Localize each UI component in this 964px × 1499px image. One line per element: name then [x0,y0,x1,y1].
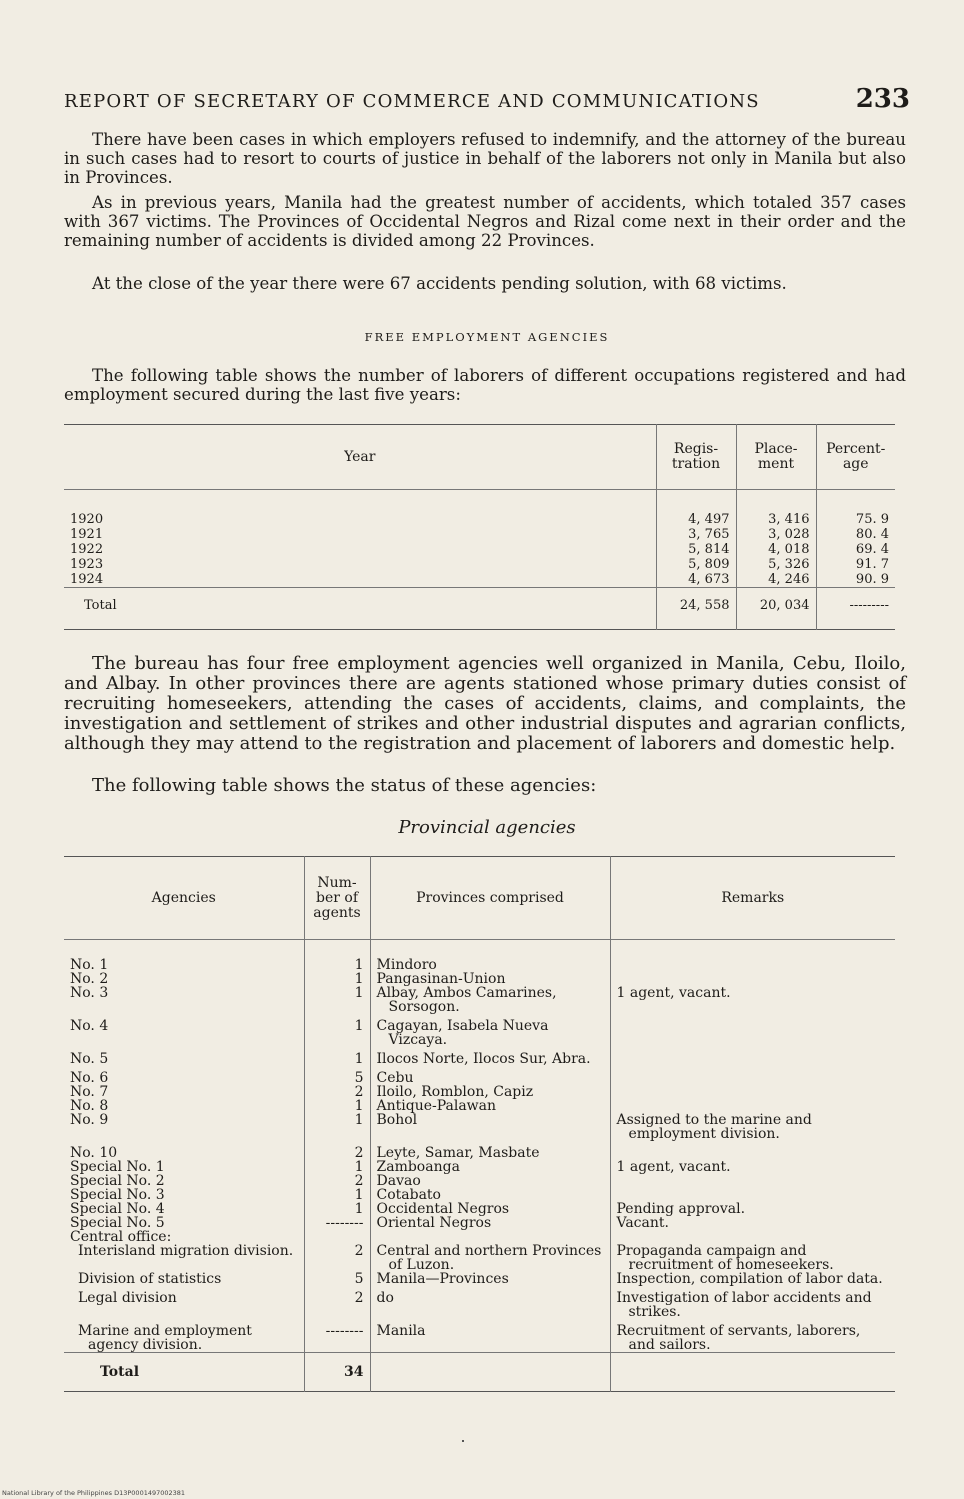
registration-cell: 5, 814 [656,542,736,557]
agents-cell: -------- [304,1319,370,1353]
paragraph-bureau: The bureau has four free employment agencies well organized in Manila, Cebu, Iloilo, and Albay. In other provinces there are agents stationed whose primary duties consist of recruiting homeseekers, attending the cases of accidents, claims, and complaints, the investigation and settlement of strikes and other industrial disputes and agrarian conflicts, although they may attend to the registration and placement of laborers and domestic help. [64,653,906,754]
remarks-cell [610,1085,895,1099]
agency-cell: Special No. 1 [70,1159,165,1175]
agencies-table-header [64,857,895,940]
agents-cell: 1 [304,986,370,1014]
table-row [64,1085,895,1099]
table-row [64,1319,895,1353]
provinces-cell: Iloilo, Romblon, Capiz [370,1085,610,1099]
remarks-cell: Investigation of labor accidents and strikes. [610,1286,895,1319]
provinces-cell: Manila—Provinces [370,1272,610,1286]
year-cell: 1923 [70,557,104,572]
registration-cell: 5, 809 [656,557,736,572]
agency-cell: No. 6 [70,1070,109,1086]
provincial-heading: Provincial agencies [398,817,576,838]
paragraph-indemnify: There have been cases in which employers refused to indemnify, and the attorney of the bureau in such cases had to resort to courts of justice in behalf of the laborers not only in Manila but also in Provinces. [64,130,906,187]
remarks-cell: Inspection, compilation of labor data. [610,1272,895,1286]
header-provinces: Provinces comprised [370,857,610,940]
table-row [64,1160,895,1174]
provinces-cell: Mindoro [370,940,610,973]
provinces-cell: Zamboanga [370,1160,610,1174]
header-percentage: Percent-age [816,425,895,490]
table-row [64,940,895,973]
provinces-cell: Cagayan, Isabela Nueva Vizcaya. [370,1014,610,1047]
table-row [64,1286,895,1319]
remarks-cell: 1 agent, vacant. [610,986,895,1014]
table-row [64,1014,895,1047]
registration-cell: 3, 765 [656,527,736,542]
agency-cell: Interisland migration division. [78,1243,294,1259]
provinces-cell: Ilocos Norte, Ilocos Sur, Abra. [370,1047,610,1066]
table-row [64,1099,895,1113]
remarks-cell: Propaganda campaign and recruitment of homeseekers. [610,1244,895,1272]
running-head [64,84,910,114]
agents-cell: 1 [304,1160,370,1174]
agency-cell: No. 5 [70,1051,109,1067]
total-label: Total [64,1353,304,1392]
provinces-cell: Cotabato [370,1188,610,1202]
agency-cell: Special No. 4 [70,1201,165,1217]
agents-cell: 1 [304,972,370,986]
percentage-cell: 75. 9 [816,490,895,528]
registration-cell: 4, 673 [656,572,736,588]
ink-speck [462,1440,464,1442]
agents-cell: 2 [304,1244,370,1272]
remarks-cell: Assigned to the marine and employment division. [610,1113,895,1141]
page-number: 233 [855,84,910,114]
paragraph-pending: At the close of the year there were 67 accidents pending solution, with 68 victims. [92,274,787,293]
total-row [64,1353,895,1392]
total-row [64,588,895,630]
scan-footer: National Library of the Philippines D13P0001497002381 [2,1489,186,1497]
year-cell: 1922 [70,542,104,557]
agency-cell: No. 9 [70,1112,109,1128]
agency-cell: Legal division [78,1290,177,1306]
percentage-cell: 90. 9 [816,572,895,588]
remarks-cell [610,1099,895,1113]
agency-cell: Central office: [70,1229,172,1245]
total-placement: 20, 034 [736,588,816,630]
total-label: Total [64,588,656,630]
total-agents: 34 [304,1353,370,1392]
agency-cell: No. 2 [70,971,109,987]
agency-cell: No. 3 [70,985,109,1001]
year-cell: 1924 [70,572,104,587]
remarks-cell: Vacant. [610,1216,895,1230]
year-cell: 1920 [70,512,104,527]
remarks-cell [610,1174,895,1188]
total-percentage: --------- [816,588,895,630]
provinces-cell: Central and northern Provinces of Luzon. [370,1244,610,1272]
agents-cell: 1 [304,1099,370,1113]
table-row [64,986,895,1014]
table-row [64,1113,895,1141]
agents-cell [304,1230,370,1244]
section-heading: FREE EMPLOYMENT AGENCIES [364,330,610,344]
agency-cell: No. 7 [70,1084,109,1100]
running-head-title: REPORT OF SECRETARY OF COMMERCE AND COMMUNICATIONS [64,91,760,112]
employment-table [64,424,895,630]
agency-cell: No. 4 [70,1018,109,1034]
placement-cell: 3, 028 [736,527,816,542]
total-registration: 24, 558 [656,588,736,630]
empty-cell [610,1353,895,1392]
percentage-cell: 69. 4 [816,542,895,557]
agents-cell: 1 [304,1047,370,1066]
table-row [64,557,895,572]
provinces-cell [370,1230,610,1244]
header-agencies: Agencies [64,857,304,940]
paragraph-table-intro: The following table shows the number of laborers of different occupations registered and had employment secured during the last five years: [64,366,906,404]
provinces-cell: Manila [370,1319,610,1353]
header-year: Year [64,425,656,490]
agents-cell: 1 [304,1014,370,1047]
table-row [64,1066,895,1085]
provinces-cell: Leyte, Samar, Masbate [370,1141,610,1160]
agency-cell: No. 10 [70,1145,118,1161]
header-remarks: Remarks [610,857,895,940]
remarks-cell [610,940,895,973]
remarks-cell: Recruitment of servants, laborers, and sailors. [610,1319,895,1353]
remarks-cell: 1 agent, vacant. [610,1160,895,1174]
percentage-cell: 80. 4 [816,527,895,542]
percentage-cell: 91. 7 [816,557,895,572]
header-number-of-agents: Num-ber of agents [304,857,370,940]
remarks-cell [610,1014,895,1047]
header-registration: Regis-tration [656,425,736,490]
registration-cell: 4, 497 [656,490,736,528]
agents-cell: 2 [304,1141,370,1160]
provinces-cell: Bohol [370,1113,610,1141]
table-row [64,972,895,986]
agency-cell: No. 1 [70,957,109,973]
placement-cell: 5, 326 [736,557,816,572]
agents-cell: 1 [304,940,370,973]
table-row [64,1244,895,1272]
table-row [64,542,895,557]
agents-cell: 2 [304,1174,370,1188]
remarks-cell [610,1141,895,1160]
table-row [64,1141,895,1160]
agency-cell: Special No. 5 [70,1215,165,1231]
provinces-cell: Davao [370,1174,610,1188]
report-page [64,0,910,1499]
agents-cell: 1 [304,1202,370,1216]
provinces-cell: Albay, Ambos Camarines, Sorsogon. [370,986,610,1014]
agencies-table [64,856,895,1392]
provinces-cell: Oriental Negros [370,1216,610,1230]
provinces-cell: Occidental Negros [370,1202,610,1216]
table-row [64,1216,895,1230]
provinces-cell: do [370,1286,610,1319]
agency-cell: Special No. 2 [70,1173,165,1189]
remarks-cell [610,1230,895,1244]
agents-cell: 5 [304,1272,370,1286]
agents-cell: 2 [304,1286,370,1319]
table-row [64,1272,895,1286]
remarks-cell [610,1188,895,1202]
agents-cell: 2 [304,1085,370,1099]
agency-cell: No. 8 [70,1098,109,1114]
placement-cell: 4, 246 [736,572,816,588]
provinces-cell: Pangasinan-Union [370,972,610,986]
agents-cell: 1 [304,1113,370,1141]
table-row [64,1230,895,1244]
provinces-cell: Antique-Palawan [370,1099,610,1113]
table-row [64,1174,895,1188]
employment-table-header [64,425,895,490]
agents-cell: 1 [304,1188,370,1202]
agency-cell: Division of statistics [78,1271,222,1287]
placement-cell: 3, 416 [736,490,816,528]
year-cell: 1921 [70,527,104,542]
agents-cell: 5 [304,1066,370,1085]
remarks-cell [610,1047,895,1066]
table-row [64,1202,895,1216]
paragraph-accidents: As in previous years, Manila had the greatest number of accidents, which totaled 357 cases with 367 victims. The Provinces of Occidental Negros and Rizal come next in their order and the remaining number of accidents is divided among 22 Provinces. [64,193,906,250]
provinces-cell: Cebu [370,1066,610,1085]
agents-cell: -------- [304,1216,370,1230]
table-row [64,1047,895,1066]
remarks-cell [610,1066,895,1085]
table-row [64,527,895,542]
empty-cell [370,1353,610,1392]
agency-cell: Special No. 3 [70,1187,165,1203]
paragraph-status-intro: The following table shows the status of these agencies: [92,775,597,796]
placement-cell: 4, 018 [736,542,816,557]
table-row [64,1188,895,1202]
table-row [64,572,895,588]
remarks-cell: Pending approval. [610,1202,895,1216]
agency-cell: Marine and employment agency division. [78,1323,252,1353]
table-row [64,490,895,528]
header-placement: Place-ment [736,425,816,490]
remarks-cell [610,972,895,986]
